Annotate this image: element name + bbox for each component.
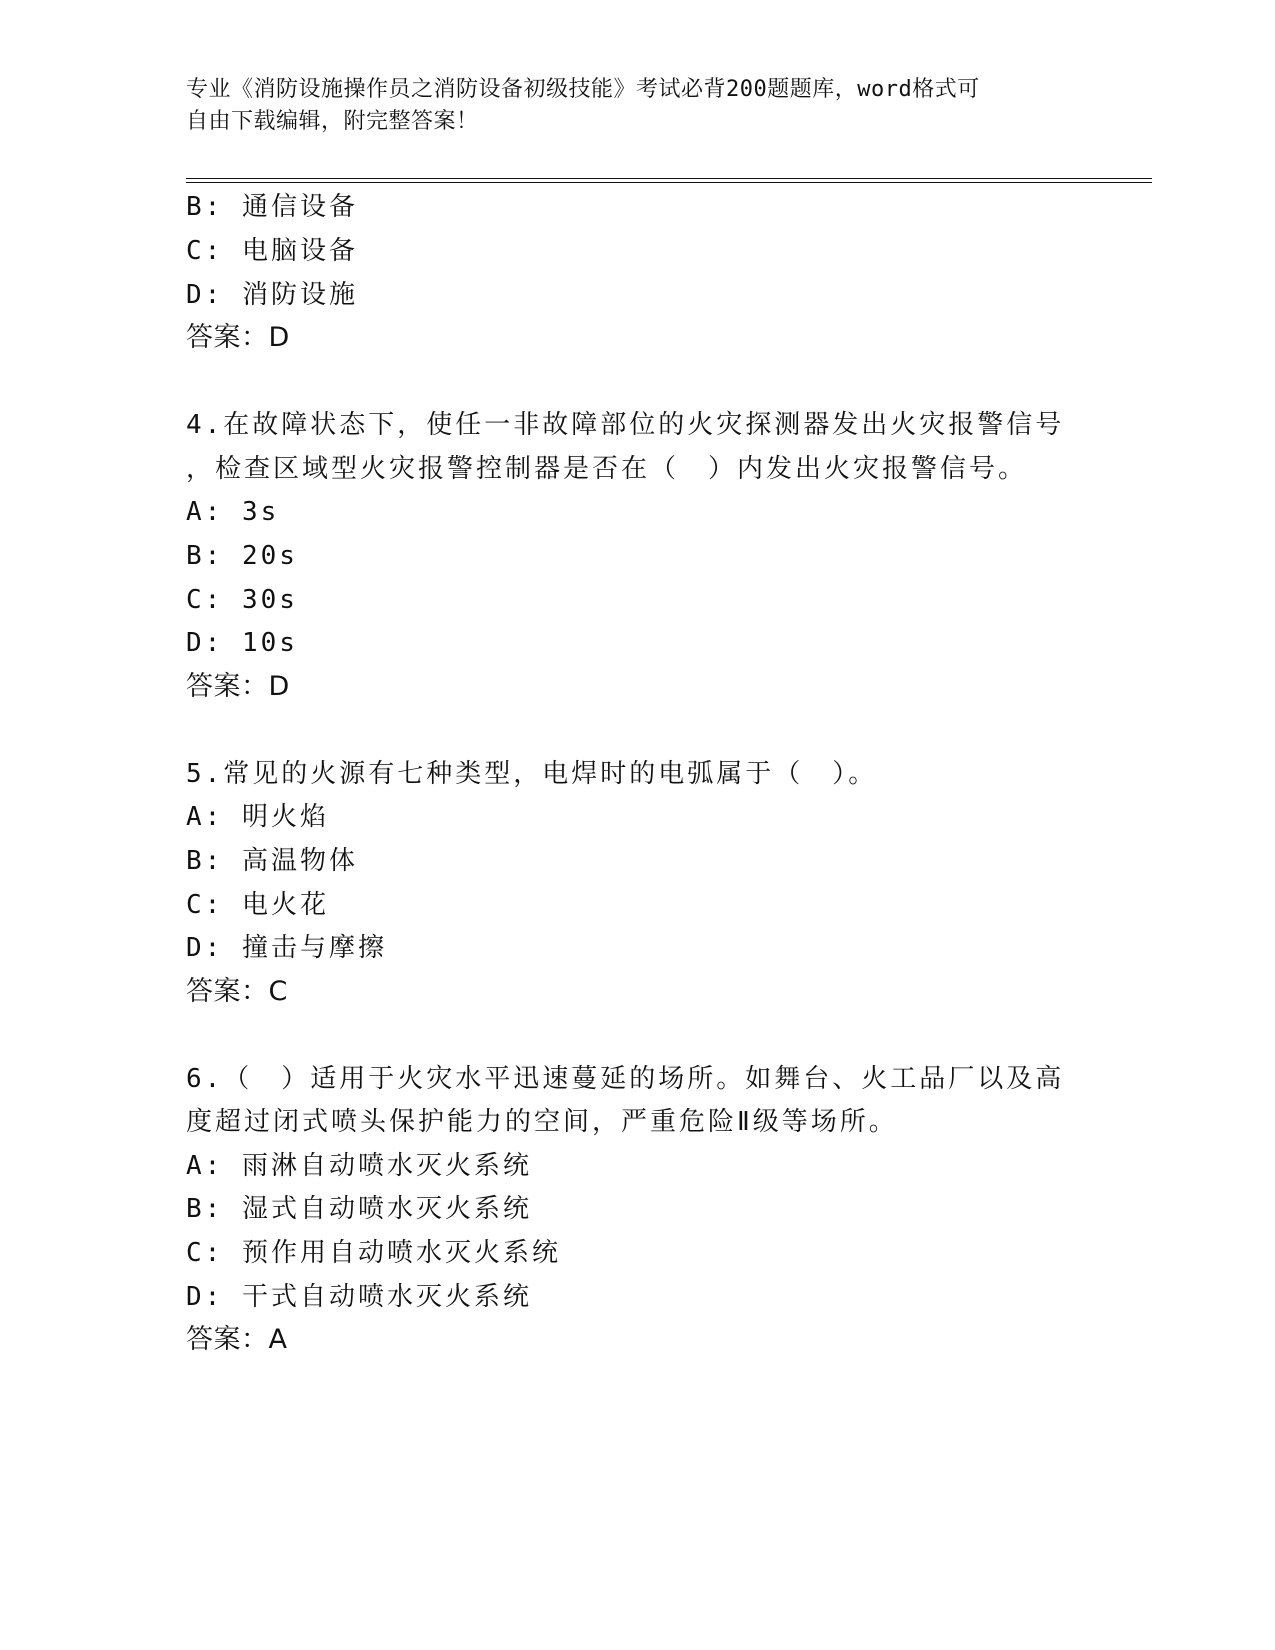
option-c: C: 30s (186, 585, 298, 615)
question-stem-line: 5.常见的火源有七种类型，电焊时的电弧属于（ ）。 (186, 759, 878, 789)
option-a: A: 雨淋自动喷水灭火系统 (186, 1151, 532, 1181)
header-rule-bottom (186, 182, 1152, 183)
question-stem-line: 度超过闭式喷头保护能力的空间，严重危险Ⅱ级等场所。 (186, 1107, 898, 1137)
header-line-2: 自由下载编辑，附完整答案！ (186, 109, 479, 134)
answer-label: 答案：C (186, 976, 288, 1007)
option-d: D: 消防设施 (186, 280, 358, 310)
header-line-1: 专业《消防设施操作员之消防设备初级技能》考试必背200题题库，word格式可 (186, 77, 980, 102)
option-d: D: 撞击与摩擦 (186, 933, 387, 963)
option-c: C: 电脑设备 (186, 236, 358, 266)
option-c: C: 预作用自动喷水灭火系统 (186, 1238, 561, 1268)
option-b: B: 湿式自动喷水灭火系统 (186, 1194, 532, 1224)
option-d: D: 10s (186, 628, 298, 658)
answer-label: 答案：D (186, 322, 290, 353)
option-b: B: 高温物体 (186, 846, 358, 876)
option-b: B: 通信设备 (186, 192, 358, 222)
answer-label: 答案：D (186, 671, 290, 702)
option-d: D: 干式自动喷水灭火系统 (186, 1282, 532, 1312)
question-stem-line: ，检查区域型火灾报警控制器是否在（ ）内发出火灾报警信号。 (186, 454, 1028, 484)
header-rule-top (186, 178, 1152, 179)
option-b: B: 20s (186, 541, 298, 571)
question-stem-line: 6.（ ）适用于火灾水平迅速蔓延的场所。如舞台、火工品厂以及高 (186, 1064, 1065, 1094)
option-c: C: 电火花 (186, 890, 329, 920)
option-a: A: 3s (186, 497, 280, 527)
document-header (186, 74, 1066, 138)
question-stem-line: 4.在故障状态下，使任一非故障部位的火灾探测器发出火灾报警信号 (186, 410, 1065, 440)
answer-label: 答案：A (186, 1324, 288, 1355)
option-a: A: 明火焰 (186, 802, 329, 832)
